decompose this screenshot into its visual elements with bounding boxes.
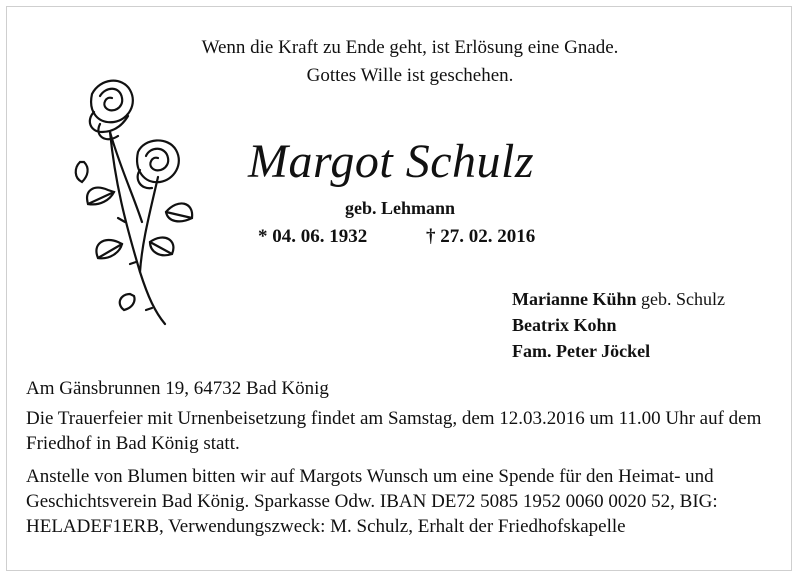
- death-date: † 27. 02. 2016: [426, 226, 536, 247]
- mourners-list: [512, 286, 725, 364]
- deceased-name: Margot Schulz: [248, 135, 535, 188]
- born-name: [0, 198, 800, 219]
- motto-line-2: Gottes Wille ist geschehen.: [306, 65, 514, 86]
- born-name-text: geb. Lehmann: [344, 198, 456, 218]
- donation-info: Anstelle von Blumen bitten wir auf Margots Wunsch um eine Spende für den Heimat- und Geschichtsverein Bad König. Sparkasse Odw. IBAN DE72 5085 1952 0060 0020 52, BIG: HELADEF1ERB, Verwendungszweck: M. Schulz, Erhalt der Friedhofskapelle: [26, 466, 718, 537]
- funeral-info: Die Trauerfeier mit Urnenbeisetzung findet am Samstag, dem 12.03.2016 um 11.00 Uhr auf dem Friedhof in Bad König statt.: [26, 408, 762, 454]
- address: Am Gänsbrunnen 19, 64732 Bad König: [26, 378, 329, 399]
- birth-date: * 04. 06. 1932: [258, 226, 368, 247]
- mourner-item: [512, 286, 725, 312]
- mourner-suffix: geb. Schulz: [636, 289, 726, 309]
- mourner-name: Fam. Peter Jöckel: [512, 341, 651, 361]
- mourner-name: Marianne Kühn: [512, 289, 637, 309]
- mourner-item: [512, 312, 725, 338]
- mourner-name: Beatrix Kohn: [512, 315, 617, 335]
- motto-line-1: Wenn die Kraft zu Ende geht, ist Erlösung eine Gnade.: [201, 37, 619, 58]
- mourner-item: [512, 338, 725, 364]
